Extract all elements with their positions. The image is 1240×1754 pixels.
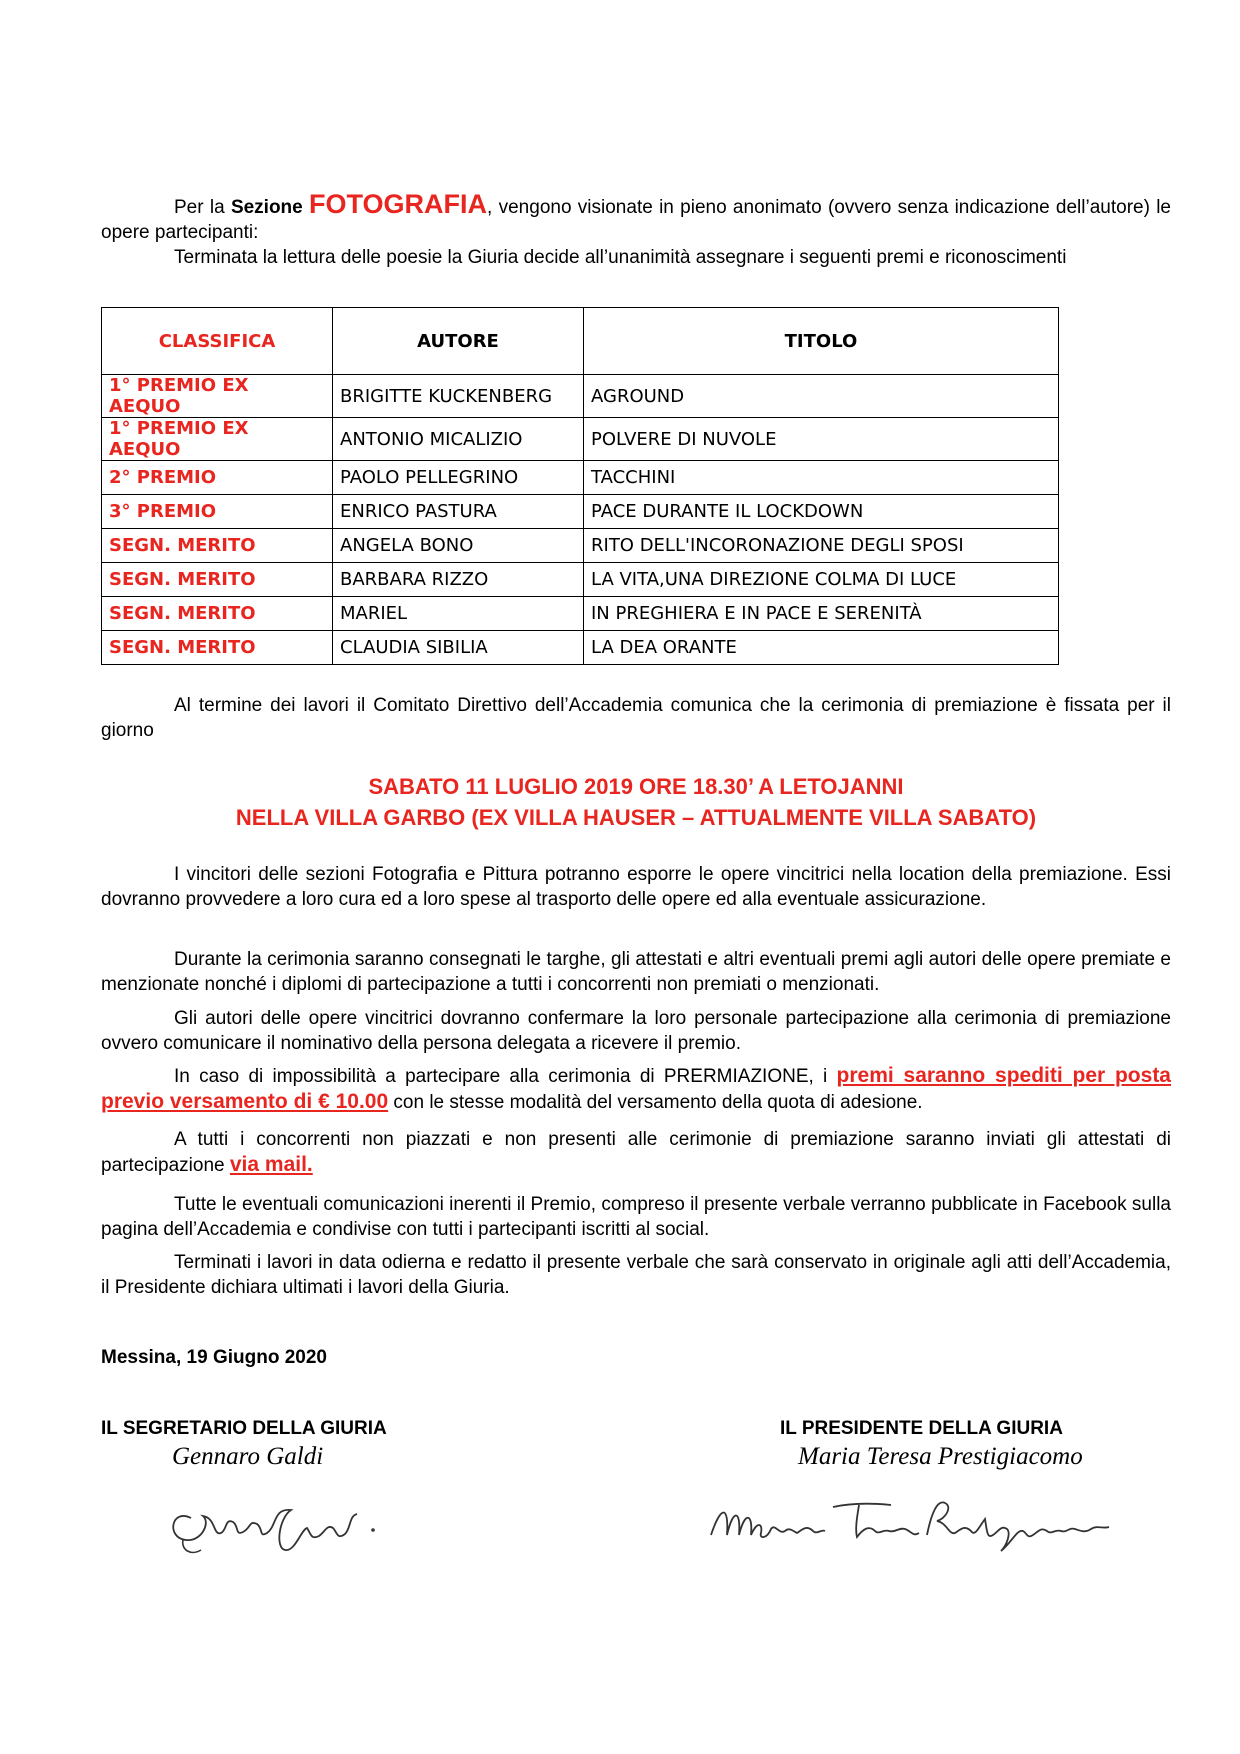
table-row	[102, 563, 1059, 597]
intro-text-a: Per la	[174, 197, 231, 218]
shipping-text-b: con le stesse modalità del versamento della quota di adesione.	[388, 1092, 923, 1113]
table-row	[102, 631, 1059, 665]
cell-autore: ENRICO PASTURA	[333, 495, 584, 529]
paragraph-awards: Durante la cerimonia saranno consegnati le targhe, gli attestati e altri eventuali premi agli autori delle opere premiate e menzionate nonché i diplomi di partecipazione a tutti i concorrenti non premiati o menzionati.	[101, 949, 1171, 995]
table-row	[102, 418, 1059, 461]
shipping-highlight: premi saranno spediti per posta previo versamento di € 10.00	[101, 1064, 1171, 1113]
ceremony-location-line: NELLA VILLA GARBO (EX VILLA HAUSER – ATTUALMENTE VILLA SABATO)	[235, 805, 1037, 830]
paragraph-exhibition: I vincitori delle sezioni Fotografia e Pittura potranno esporre le opere vincitrici nella location della premiazione. Essi dovranno provvedere a loro cura ed a loro spese al trasporto delle opere ed alla eventuale assicurazione.	[101, 864, 1171, 910]
cell-titolo: POLVERE DI NUVOLE	[584, 418, 1059, 461]
table-row	[102, 529, 1059, 563]
cell-autore: CLAUDIA SIBILIA	[333, 631, 584, 665]
ceremony-date-line: SABATO 11 LUGLIO 2019 ORE 18.30’ A LETOJANNI	[368, 774, 904, 799]
intro-text-b: , vengono visionate in pieno anonimato (ovvero senza indicazione dell’autore) le opere partecipanti:	[101, 197, 1172, 243]
cell-titolo: IN PREGHIERA E IN PACE E SERENITÀ	[584, 597, 1059, 631]
table-row	[102, 495, 1059, 529]
president-signature	[701, 1485, 1141, 1555]
intro-line-1	[101, 189, 1172, 245]
secretary-signature	[161, 1478, 401, 1558]
place-date: Messina, 19 Giugno 2020	[101, 1347, 327, 1368]
cell-autore: PAOLO PELLEGRINO	[333, 461, 584, 495]
paragraph-closing: Terminati i lavori in data odierna e redatto il presente verbale che sarà conservato in originale agli atti dell’Accademia, il Presidente dichiara ultimati i lavori della Giuria.	[101, 1252, 1171, 1298]
cell-classifica: SEGN. MERITO	[102, 529, 333, 563]
cell-autore: BARBARA RIZZO	[333, 563, 584, 597]
paragraph-confirmation: Gli autori delle opere vincitrici dovranno confermare la loro personale partecipazione alla cerimonia di premiazione ovvero comunicare il nominativo della persona delegata a ricevere il premio.	[101, 1008, 1171, 1054]
sezione-label: Sezione	[230, 197, 303, 218]
header-classifica: CLASSIFICA	[102, 308, 333, 375]
shipping-text-a: In caso di impossibilità a partecipare alla cerimonia di PRERMIAZIONE, i	[174, 1066, 837, 1087]
secretary-title: IL SEGRETARIO DELLA GIURIA	[101, 1418, 387, 1439]
table-row	[102, 375, 1059, 418]
attestati-text: A tutti i concorrenti non piazzati e non presenti alle cerimonie di premiazione saranno inviati gli attestati di partecipazione	[101, 1129, 1171, 1176]
cell-titolo: PACE DURANTE IL LOCKDOWN	[584, 495, 1059, 529]
header-autore: AUTORE	[333, 308, 584, 375]
cell-titolo: LA VITA,UNA DIREZIONE COLMA DI LUCE	[584, 563, 1059, 597]
intro-line-2: Terminata la lettura delle poesie la Giuria decide all’unanimità assegnare i seguenti premi e riconoscimenti	[174, 247, 1067, 268]
table-row	[102, 597, 1059, 631]
cell-titolo: LA DEA ORANTE	[584, 631, 1059, 665]
table-row	[102, 461, 1059, 495]
president-name: Maria Teresa Prestigiacomo	[798, 1443, 1083, 1470]
cell-classifica: SEGN. MERITO	[102, 631, 333, 665]
header-titolo: TITOLO	[584, 308, 1059, 375]
paragraph-shipping	[101, 1063, 1171, 1115]
cell-autore: ANTONIO MICALIZIO	[333, 418, 584, 461]
cell-autore: BRIGITTE KUCKENBERG	[333, 375, 584, 418]
cell-classifica: 1° PREMIO EX AEQUO	[102, 418, 333, 461]
paragraph-facebook: Tutte le eventuali comunicazioni inerenti il Premio, compreso il presente verbale verranno pubblicate in Facebook sulla pagina dell’Accademia e condivise con tutti i partecipanti iscritti al social.	[101, 1194, 1171, 1240]
ceremony-announcement: Al termine dei lavori il Comitato Direttivo dell’Accademia comunica che la cerimonia di premiazione è fissata per il giorno	[101, 695, 1171, 741]
cell-titolo: AGROUND	[584, 375, 1059, 418]
ranking-table	[101, 307, 1059, 665]
section-name-fotografia: FOTOGRAFIA	[309, 189, 488, 219]
cell-classifica: 3° PREMIO	[102, 495, 333, 529]
cell-autore: MARIEL	[333, 597, 584, 631]
cell-classifica: 2° PREMIO	[102, 461, 333, 495]
cell-autore: ANGELA BONO	[333, 529, 584, 563]
table-header-row	[102, 308, 1059, 375]
secretary-name: Gennaro Galdi	[172, 1443, 324, 1470]
cell-titolo: RITO DELL'INCORONAZIONE DEGLI SPOSI	[584, 529, 1059, 563]
cell-titolo: TACCHINI	[584, 461, 1059, 495]
intro-section	[101, 189, 1172, 270]
paragraph-attestati	[101, 1127, 1171, 1178]
via-mail-highlight: via mail.	[229, 1153, 313, 1176]
ceremony-details	[101, 771, 1171, 833]
president-title: IL PRESIDENTE DELLA GIURIA	[780, 1418, 1063, 1439]
cell-classifica: SEGN. MERITO	[102, 597, 333, 631]
cell-classifica: 1° PREMIO EX AEQUO	[102, 375, 333, 418]
cell-classifica: SEGN. MERITO	[102, 563, 333, 597]
